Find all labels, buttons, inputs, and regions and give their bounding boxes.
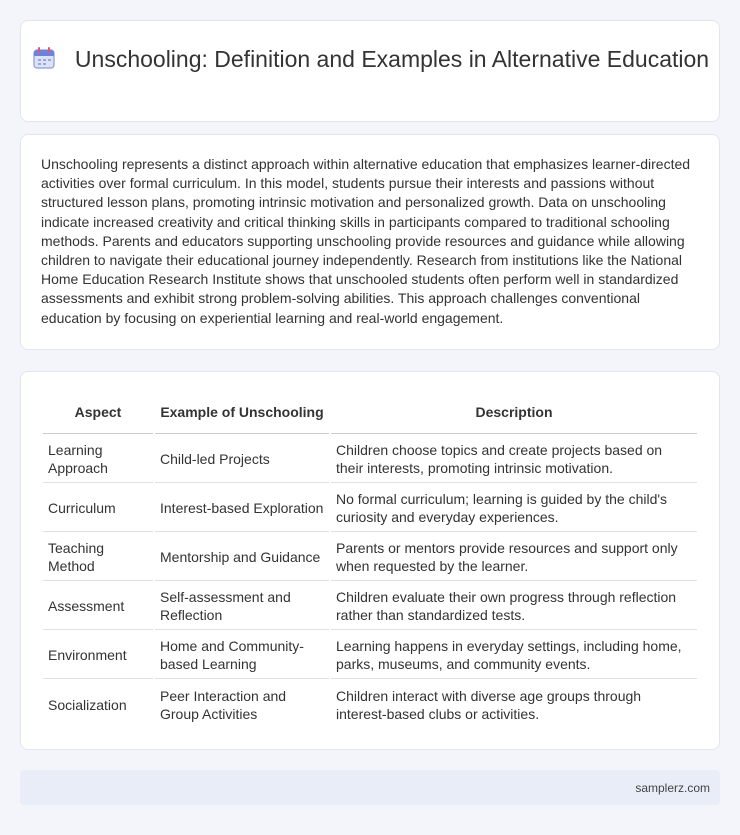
page-title-block [21,45,719,74]
cell-aspect: Teaching Method [43,532,153,581]
cell-aspect: Assessment [43,581,153,630]
cell-aspect: Socialization [48,696,127,713]
header-example: Example of Unschooling [155,392,329,434]
cell-example: Peer Interaction and Group Activities [160,687,287,722]
footer-site-link[interactable]: samplerz.com [635,781,710,795]
title-card [20,20,720,122]
table-header-row [43,392,697,434]
table-card [20,371,720,750]
cell-description: No formal curriculum; learning is guided by the child's curiosity and everyday experiences. [331,483,697,532]
footer-bar [20,770,720,805]
calendar-icon [31,45,57,71]
cell-description: Parents or mentors provide resources and support only when requested by the learner. [331,532,697,581]
table-row [43,532,697,581]
cell-description: Children interact with diverse age groups through interest-based clubs or activities. [336,687,642,722]
table-row [43,630,697,679]
cell-description: Children choose topics and create projects based on their interests, promoting intrinsic motivation. [331,434,697,483]
cell-aspect: Curriculum [43,483,153,532]
cell-description: Children evaluate their own progress through reflection rather than standardized tests. [331,581,697,630]
cell-example: Mentorship and Guidance [155,532,329,581]
page-title: Unschooling: Definition and Examples in Alternative Education [74,46,710,72]
comparison-table [41,392,699,728]
cell-example: Home and Community-based Learning [155,630,329,679]
table-row [43,483,697,532]
cell-example: Self-assessment and Reflection [155,581,329,630]
intro-paragraph: Unschooling represents a distinct approach within alternative education that emphasizes learner-directed activities over formal curriculum. In this model, students pursue their interests and passions without structured lesson plans, promoting intrinsic motivation and personalized growth. Data on unschooling indicate increased creativity and critical thinking skills in participants compared to traditional schooling methods. Parents and educators supporting unschooling provide resources and guidance while allowing children to navigate their educational journey independently. Research from institutions like the National Home Education Research Institute shows that unschooled students often perform well in standardized assessments and exhibit strong problem-solving abilities. This approach challenges conventional education by focusing on experiential learning and real-world engagement. [41,156,691,326]
table-row [43,679,697,728]
cell-example: Child-led Projects [155,434,329,483]
intro-card [20,134,720,350]
header-aspect: Aspect [43,392,153,434]
cell-aspect: Learning Approach [43,434,153,483]
table-row [43,434,697,483]
cell-example: Interest-based Exploration [155,483,329,532]
table-row [43,581,697,630]
cell-description: Learning happens in everyday settings, including home, parks, museums, and community events. [331,630,697,679]
cell-aspect: Environment [43,630,153,679]
header-description: Description [331,392,697,434]
